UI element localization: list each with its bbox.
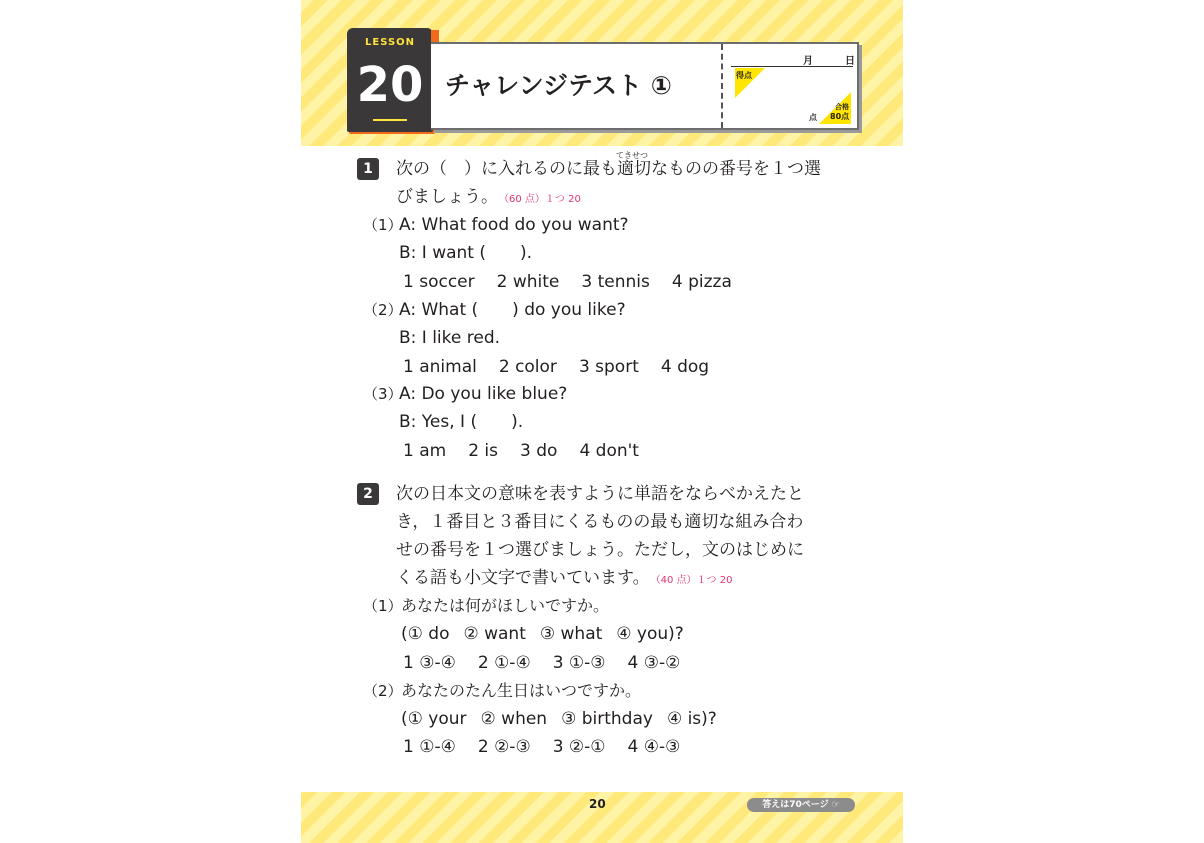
item-label: （1） (363, 216, 403, 234)
title-divider (721, 44, 723, 128)
japanese-sentence: あなたは何がほしいですか。 (401, 596, 610, 615)
choice: 1 ③-④ (403, 653, 456, 673)
dialogue-line: B: I want ( ). (399, 243, 533, 263)
word: (① your (401, 709, 467, 729)
dialogue-line: B: Yes, I ( ). (399, 412, 524, 432)
page-number: 20 (589, 797, 606, 811)
choice: 3 ②-① (552, 737, 606, 757)
question-number-1: 1 (357, 158, 379, 180)
choices-row (403, 733, 702, 761)
dialogue-line: A: What food do you want? (399, 215, 629, 235)
word-options (401, 705, 739, 733)
q2-instruction: き，１番目と３番目にくるものの最も適切な組み合わ (396, 512, 804, 532)
answer-page-link[interactable]: 答えは70ページ ☞ (747, 798, 855, 812)
score-label: 得点 (736, 71, 752, 80)
item-label: （2） (363, 301, 403, 319)
q2-instruction: せの番号を１つ選びましょう。ただし，文のはじめに (396, 540, 804, 560)
choice: 2 color (498, 357, 557, 377)
footer-banner (301, 792, 903, 843)
choices-row (403, 649, 702, 677)
choice: 3 tennis (581, 272, 650, 292)
workbook-page (301, 0, 903, 843)
choice: 1 animal (403, 357, 477, 377)
pass-label: 合格 (835, 103, 849, 111)
choice: 2 white (496, 272, 560, 292)
question-number-2: 2 (357, 483, 379, 505)
q2-instruction: 次の日本文の意味を表すように単語をならべかえたと (396, 484, 804, 504)
word: ② when (480, 709, 548, 729)
dialogue-line: A: What ( ) do you like? (399, 300, 626, 320)
choice: 2 ②-③ (477, 737, 531, 757)
choice: 4 ③-② (627, 653, 681, 673)
page-title: チャレンジテスト ① (445, 71, 672, 100)
choices-row (403, 353, 731, 381)
choice: 3 do (520, 441, 558, 461)
choice: 4 don't (579, 441, 639, 461)
day-label: 日 (845, 56, 855, 67)
choice: 4 dog (660, 357, 710, 377)
furigana: てきせつ (616, 151, 648, 160)
point-unit: 点 (809, 113, 817, 122)
item-label: （1） (363, 597, 403, 615)
choice: 3 sport (578, 357, 639, 377)
choice: 1 ①-④ (403, 737, 456, 757)
points-note: （60 点）１つ 20 (504, 194, 581, 205)
item-label: （3） (363, 385, 403, 403)
q1-instruction: 次の（ ）に入れるのに最も適切なものの番号を１つ選 (396, 159, 821, 179)
lesson-badge (347, 28, 433, 132)
choice: 2 ①-④ (477, 653, 531, 673)
q1-instruction: びましょう。 （60 点）１つ 20 (396, 187, 581, 207)
word: ③ what (539, 624, 603, 644)
choice: 4 ④-③ (627, 737, 681, 757)
date-field (731, 50, 853, 67)
pass-score: 80点 (830, 112, 850, 121)
word: (① do (401, 624, 450, 644)
choice: 3 ①-③ (552, 653, 606, 673)
title-box (431, 42, 859, 130)
choice: 1 am (403, 441, 447, 461)
points-note: （40 点）１つ 20 (655, 575, 733, 586)
month-label: 月 (803, 56, 813, 67)
word: ④ is)? (666, 709, 717, 729)
dialogue-line: B: I like red. (399, 328, 501, 348)
lesson-label: LESSON (364, 37, 416, 48)
header-banner (301, 0, 903, 146)
japanese-sentence: あなたのたん生日はいつですか。 (401, 681, 642, 700)
choice: 1 soccer (403, 272, 475, 292)
lesson-number: 20 (356, 57, 424, 113)
word: ④ you)? (616, 624, 684, 644)
word: ③ birthday (561, 709, 653, 729)
choices-row (403, 268, 754, 296)
badge-underline (373, 119, 407, 121)
word-options (401, 620, 706, 648)
word: ② want (463, 624, 526, 644)
choice: 4 pizza (671, 272, 732, 292)
item-label: （2） (363, 682, 403, 700)
choice: 2 is (468, 441, 499, 461)
dialogue-line: A: Do you like blue? (399, 384, 568, 404)
q2-instruction: くる語も小文字で書いています。 （40 点）１つ 20 (396, 568, 733, 588)
choices-row (403, 437, 661, 465)
